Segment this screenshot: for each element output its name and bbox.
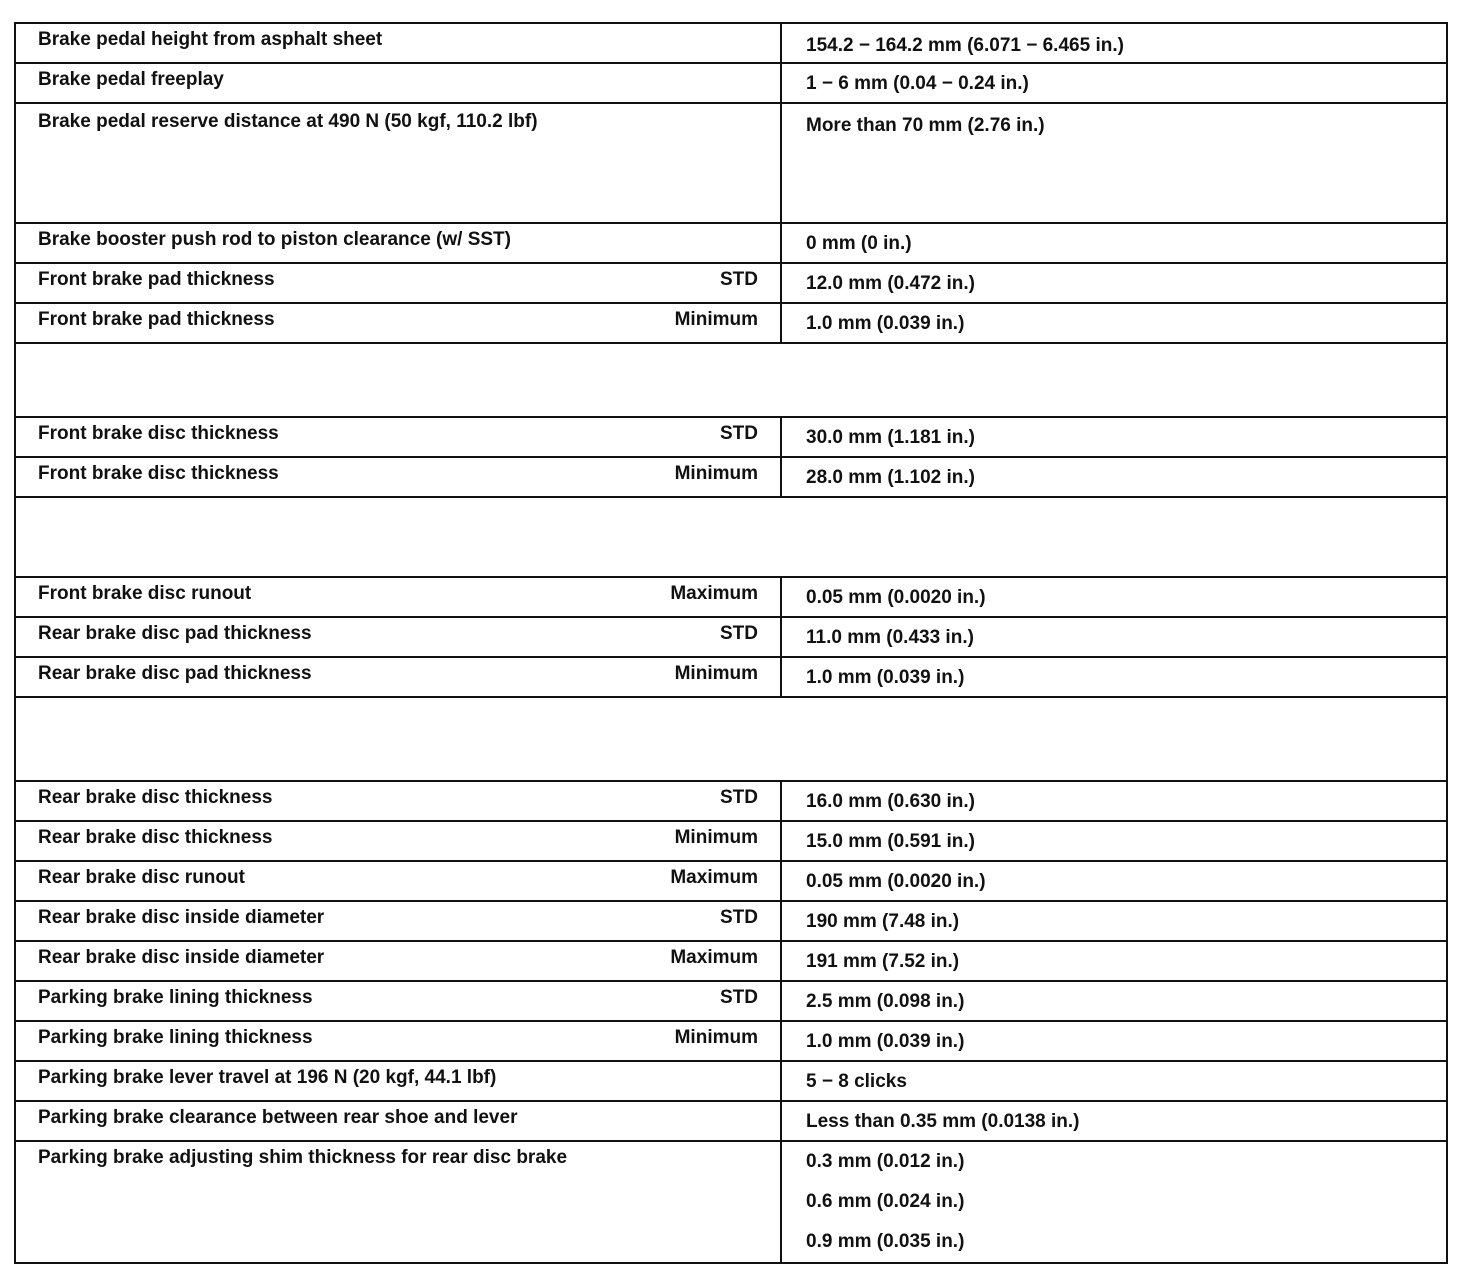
table-row [15, 63, 1447, 103]
spec-label-cell [15, 657, 781, 697]
spec-label: Front brake pad thickness [38, 309, 275, 330]
shim-value: 0.9 mm (0.035 in.) [806, 1231, 965, 1252]
spec-value: 0.05 mm (0.0020 in.) [806, 587, 986, 608]
spec-value: 190 mm (7.48 in.) [806, 911, 960, 932]
spec-label: Rear brake disc thickness [38, 787, 273, 808]
shim-value: 0.6 mm (0.024 in.) [806, 1191, 965, 1212]
spec-value-cell [781, 941, 1447, 981]
spec-label-cell [15, 1021, 781, 1061]
spec-label-cell [15, 861, 781, 901]
shim-value: 0.3 mm (0.012 in.) [806, 1151, 965, 1172]
table-row [15, 781, 1447, 821]
table-row [15, 1101, 1447, 1141]
table-row [15, 303, 1447, 343]
spec-label-cell [15, 901, 781, 941]
spec-qualifier: Minimum [674, 463, 758, 484]
spec-label: Rear brake disc runout [38, 867, 245, 888]
spec-label-cell [15, 23, 781, 63]
spec-qualifier: STD [720, 907, 758, 928]
table-row [15, 901, 1447, 941]
spec-value: 30.0 mm (1.181 in.) [806, 427, 975, 448]
spec-value: 154.2 − 164.2 mm (6.071 − 6.465 in.) [806, 35, 1124, 56]
spec-value: 1.0 mm (0.039 in.) [806, 1031, 965, 1052]
spec-value-cell [781, 1061, 1447, 1101]
spec-value: 15.0 mm (0.591 in.) [806, 831, 975, 852]
spec-value-cell [781, 1141, 1447, 1263]
spec-label: Rear brake disc inside diameter [38, 947, 325, 968]
table-row [15, 1021, 1447, 1061]
spec-qualifier: Maximum [670, 947, 758, 968]
spec-value-cell [781, 263, 1447, 303]
table-row [15, 263, 1447, 303]
spec-value-cell [781, 617, 1447, 657]
spec-label-cell [15, 457, 781, 497]
spec-label-cell [15, 1141, 781, 1263]
spec-value-cell [781, 1021, 1447, 1061]
spec-value: 1 − 6 mm (0.04 − 0.24 in.) [806, 73, 1029, 94]
spec-value: 1.0 mm (0.039 in.) [806, 667, 965, 688]
table-row [15, 1141, 1447, 1263]
spec-label-cell [15, 223, 781, 263]
spec-qualifier: STD [720, 423, 758, 444]
spec-label-cell [15, 263, 781, 303]
spec-value: 11.0 mm (0.433 in.) [806, 627, 974, 648]
table-row [15, 941, 1447, 981]
spec-value-cell [781, 861, 1447, 901]
spec-label: Brake pedal height from asphalt sheet [38, 29, 383, 50]
blank-cell [15, 697, 1447, 781]
table-row [15, 617, 1447, 657]
table-row [15, 103, 1447, 223]
spec-value-cell [781, 781, 1447, 821]
spec-qualifier: Maximum [670, 867, 758, 888]
spec-value-cell [781, 981, 1447, 1021]
spec-label: Rear brake disc pad thickness [38, 623, 312, 644]
spec-value-cell [781, 303, 1447, 343]
blank-cell [15, 343, 1447, 417]
spec-value: 2.5 mm (0.098 in.) [806, 991, 965, 1012]
spec-label-cell [15, 981, 781, 1021]
spec-label: Front brake disc thickness [38, 423, 279, 444]
spec-value: 0 mm (0 in.) [806, 233, 912, 254]
spec-label: Brake pedal freeplay [38, 69, 224, 90]
spec-label: Rear brake disc thickness [38, 827, 273, 848]
spec-qualifier: Maximum [670, 583, 758, 604]
spec-label-cell [15, 1101, 781, 1141]
spec-label: Brake booster push rod to piston clearance (w/ SST) [38, 229, 511, 250]
spec-value-cell [781, 577, 1447, 617]
spec-qualifier: Minimum [674, 309, 758, 330]
table-row [15, 457, 1447, 497]
spec-value: Less than 0.35 mm (0.0138 in.) [806, 1111, 1080, 1132]
spec-label-cell [15, 941, 781, 981]
spec-value: 191 mm (7.52 in.) [806, 951, 960, 972]
spec-value-cell [781, 821, 1447, 861]
spec-label: Rear brake disc pad thickness [38, 663, 312, 684]
spec-label-cell [15, 303, 781, 343]
table-row [15, 417, 1447, 457]
blank-row [15, 497, 1447, 577]
spec-label-cell [15, 103, 781, 223]
spec-label-cell [15, 781, 781, 821]
spec-value: 12.0 mm (0.472 in.) [806, 273, 975, 294]
spec-value-cell [781, 417, 1447, 457]
spec-label: Front brake disc thickness [38, 463, 279, 484]
spec-value-cell [781, 1101, 1447, 1141]
spec-value-cell [781, 901, 1447, 941]
spec-label: Front brake disc runout [38, 583, 252, 604]
spec-qualifier: Minimum [674, 663, 758, 684]
spec-label: Front brake pad thickness [38, 269, 275, 290]
spec-label: Brake pedal reserve distance at 490 N (50 kgf, 110.2 lbf) [38, 111, 538, 132]
spec-label: Parking brake lining thickness [38, 987, 313, 1008]
spec-qualifier: Minimum [674, 1027, 758, 1048]
spec-label-cell [15, 63, 781, 103]
spec-value: More than 70 mm (2.76 in.) [806, 115, 1045, 136]
spec-value: 5 − 8 clicks [806, 1071, 907, 1092]
table-row [15, 1061, 1447, 1101]
table-row [15, 821, 1447, 861]
spec-value: 16.0 mm (0.630 in.) [806, 791, 975, 812]
table-row [15, 981, 1447, 1021]
spec-label-cell [15, 577, 781, 617]
blank-row [15, 697, 1447, 781]
blank-row [15, 343, 1447, 417]
spec-label-cell [15, 417, 781, 457]
spec-value-cell [781, 23, 1447, 63]
spec-qualifier: STD [720, 269, 758, 290]
spec-label-cell [15, 617, 781, 657]
spec-label: Parking brake clearance between rear shoe and lever [38, 1107, 518, 1128]
spec-label-cell [15, 821, 781, 861]
spec-value-cell [781, 103, 1447, 223]
spec-value-cell [781, 657, 1447, 697]
table-row [15, 23, 1447, 63]
spec-label: Parking brake adjusting shim thickness for rear disc brake [38, 1147, 568, 1168]
spec-label: Rear brake disc inside diameter [38, 907, 325, 928]
spec-value: 28.0 mm (1.102 in.) [806, 467, 975, 488]
spec-qualifier: Minimum [674, 827, 758, 848]
spec-qualifier: STD [720, 623, 758, 644]
spec-qualifier: STD [720, 787, 758, 808]
table-row [15, 223, 1447, 263]
table-row [15, 861, 1447, 901]
spec-label: Parking brake lever travel at 196 N (20 kgf, 44.1 lbf) [38, 1067, 497, 1088]
spec-label-cell [15, 1061, 781, 1101]
brake-spec-table [14, 22, 1448, 1264]
table-row [15, 657, 1447, 697]
spec-value-cell [781, 223, 1447, 263]
spec-value: 0.05 mm (0.0020 in.) [806, 871, 986, 892]
table-row [15, 577, 1447, 617]
blank-cell [15, 497, 1447, 577]
spec-value: 1.0 mm (0.039 in.) [806, 313, 965, 334]
spec-value-cell [781, 63, 1447, 103]
spec-qualifier: STD [720, 987, 758, 1008]
spec-value-cell [781, 457, 1447, 497]
spec-label: Parking brake lining thickness [38, 1027, 313, 1048]
